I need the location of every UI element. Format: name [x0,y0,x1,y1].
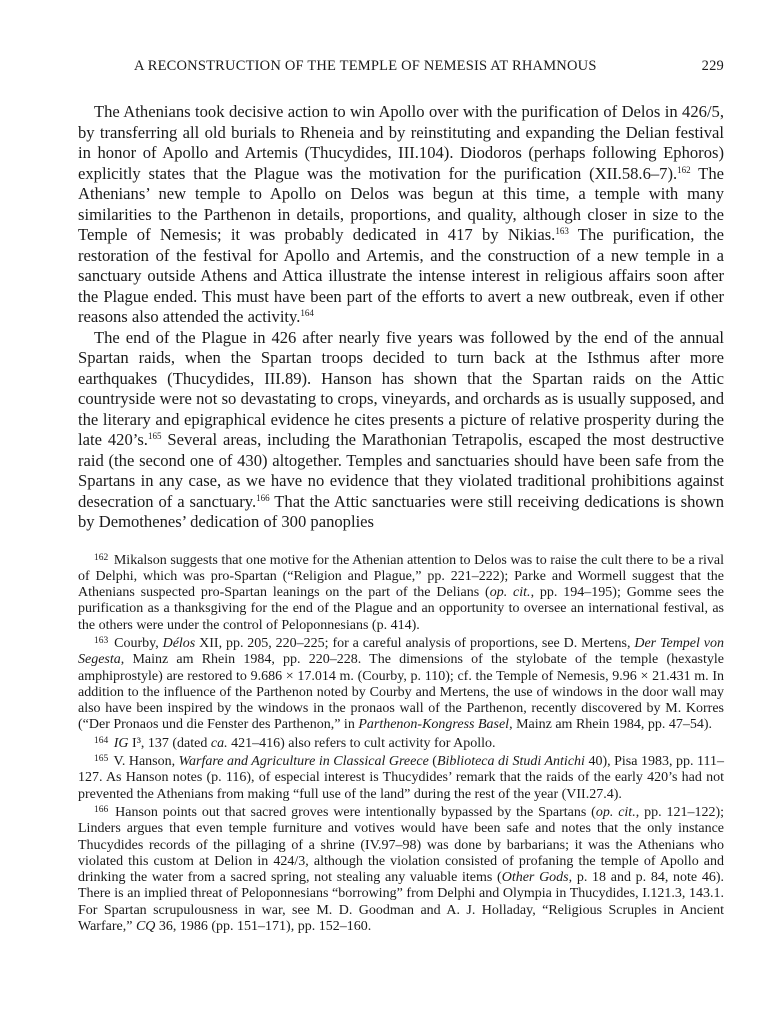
paragraph-2-text-1: The end of the Plague in 426 after nearly five years was followed by the end of the annual Spartan raids, when the Spartan troops decided to turn back at the Isthmus after more earthquakes (Thucydides, III.89). Hanson has shown that the Spartan raids on the Attic countryside were not so devastating to crops, vineyards, and orchards as is usually supposed, and the literary and epigraphical evidence he cites presents a picture of relative prosperity during the late 420’s. [78,327,724,449]
footnote-number: 165 [94,754,109,765]
footnotes [78,553,724,936]
footnote-165 [78,754,724,803]
footnote-ref-165[interactable]: 165 [147,431,162,441]
footnote-text: , p. 18 and p. 84, note 46). There is an implied threat of Peloponnesians “borrowing” from Delphi and Olympia in Thucydides, I.121.3, 143.1. For Spartan scrupulousness in war, see M. D. Goodman and A. J. Holladay, “Religious Scruples in Ancient Warfare,” [78,870,724,935]
footnote-text: V. Hanson, [110,754,179,770]
footnote-italic: op. cit. [489,585,531,601]
footnote-italic: Other Gods [501,870,569,886]
footnote-number: 164 [94,735,109,746]
running-title: A RECONSTRUCTION OF THE TEMPLE OF NEMESIS AT RHAMNOUS [134,58,597,74]
footnote-164 [78,736,724,752]
footnote-number: 162 [94,552,109,563]
footnote-number: 166 [94,804,109,815]
footnote-text: , pp. 194–195); Gomme sees the purification as a thanksgiving for the end of the Plague and an opportunity to oversee an international festival, as the others were under the control of Peloponnesians (p. 414). [78,585,724,633]
footnote-text: Mikalson suggests that one motive for the Athenian attention to Delos was to raise the cult there to be a rival of Delphi, which was pro-Spartan (“Religion and Plague,” pp. 221–222); Parke and Wormell suggest that the Athenians suspected pro-Spartan leanings on the part of the Delians ( [78,552,724,601]
footnote-italic: Délos [162,635,196,651]
footnote-text: Courby, [110,635,163,651]
footnote-italic: Warfare and Agriculture in Classical Greece [178,754,429,770]
footnote-italic: IG [113,735,129,751]
footnote-italic: Biblioteca di Studi Antichi [436,754,585,770]
running-header [78,58,724,78]
paragraph-2 [78,328,724,533]
footnote-italic: ca. [210,735,228,751]
page [78,58,724,937]
footnote-166 [78,805,724,935]
paragraph-1 [78,102,724,328]
footnote-italic: Der Tempel von Segesta [78,635,724,668]
footnote-text: 36, 1986 (pp. 151–171), pp. 152–160. [155,919,372,935]
footnote-ref-166[interactable]: 166 [256,492,270,503]
footnote-text: , Mainz am Rhein 1984, pp. 220–228. The dimensions of the stylobate of the temple (hexastyle amphiprostyle) are restored to 9.686 × 17.014 m. (Courby, p. 110); cf. the Temple of Nemesis, 9.96 × 21.431 m. In addition to the influence of the Parthenon noted by Courby and Mertens, the use of windows in the door wall may also have been inspired by the windows in the pronaos wall of the Parthenon, recently discovered by M. Korres (“Der Pronaos und die Fenster des Parthenon,” in [78,652,724,733]
footnote-italic: Parthenon-Kongress Basel [358,717,510,733]
footnote-number: 163 [94,635,109,646]
body-text [78,102,724,533]
page-number: 229 [701,58,724,74]
footnote-text: XII, pp. 205, 220–225; for a careful analysis of proportions, see D. Mertens, [195,635,635,651]
footnote-text: 421–416) also refers to cult activity for Apollo. [227,735,496,751]
paragraph-1-text-2: The Athenians’ new temple to Apollo on Delos was begun at this time, a temple with many similarities to the Parthenon in details, proportions, and quality, although closer in size to the Temple of Nemesis; it was probably dedicated in 417 by Nikias. [78,163,724,244]
paragraph-2-text-2: Several areas, including the Marathonian Tetrapolis, escaped the most destructive raid (the second one of 430) altogether. Temples and sanctuaries should have been safe from the Spartans in any case, as we have no evidence that they violated traditional prohibitions against desecration of a sanctuary. [78,430,724,511]
paragraph-1-text-1: The Athenians took decisive action to win Apollo over with the purification of Delos in 426/5, by transferring all old burials to Rheneia and by reinstituting and expanding the Delian festival in honor of Apollo and Artemis (Thucydides, III.104). Diodoros (perhaps following Ephoros) explicitly states that the Plague was the motivation for the purification (XII.58.6–7). [78,102,724,183]
footnote-text: , pp. 121–122); Linders argues that even temple furniture and votives would have been safe and notes that the only instance Thucydides records of the pillaging of a shrine (IV.97–98) was done by barbarians; it was the Athenians who violated this custom at Delion in 424/3, although the violation consisted of profaning the temple of Apollo and drinking the water from a sacred spring, not stealing any valuable items ( [78,804,724,886]
footnote-163 [78,636,724,734]
paragraph-2-text-3: That the Attic sanctuaries were still receiving dedications is shown by Demothenes’ dedication of 300 panoplies [78,491,724,531]
footnote-ref-164[interactable]: 164 [300,308,314,318]
footnote-text: Hanson points out that sacred groves were intentionally bypassed by the Spartans ( [110,804,596,820]
footnote-162 [78,553,724,634]
footnote-italic: CQ [135,919,156,935]
footnote-ref-163[interactable]: 163 [555,226,569,236]
footnote-text: I³, 137 (dated [128,735,211,751]
footnote-text: ( [428,754,437,770]
footnote-ref-162[interactable]: 162 [677,164,691,175]
footnote-italic: op. cit. [595,804,636,820]
paragraph-1-text-3: The purification, the restoration of the festival for Apollo and Artemis, and the construction of a new temple in a sanctuary outside Athens and Attica illustrate the intense interest in religious affairs soon after the Plague ended. This must have been part of the efforts to avert a new outbreak, even if other reasons also attended the activity. [78,225,724,326]
footnote-text: 40), Pisa 1983, pp. 111–127. As Hanson notes (p. 116), of especial interest is Thucydides’ remark that the raids of the early 420’s had not prevented the Athenians from making “full use of the land” during the rest of the year (VII.27.4). [78,754,724,802]
footnote-text: , Mainz am Rhein 1984, pp. 47–54). [509,717,713,733]
